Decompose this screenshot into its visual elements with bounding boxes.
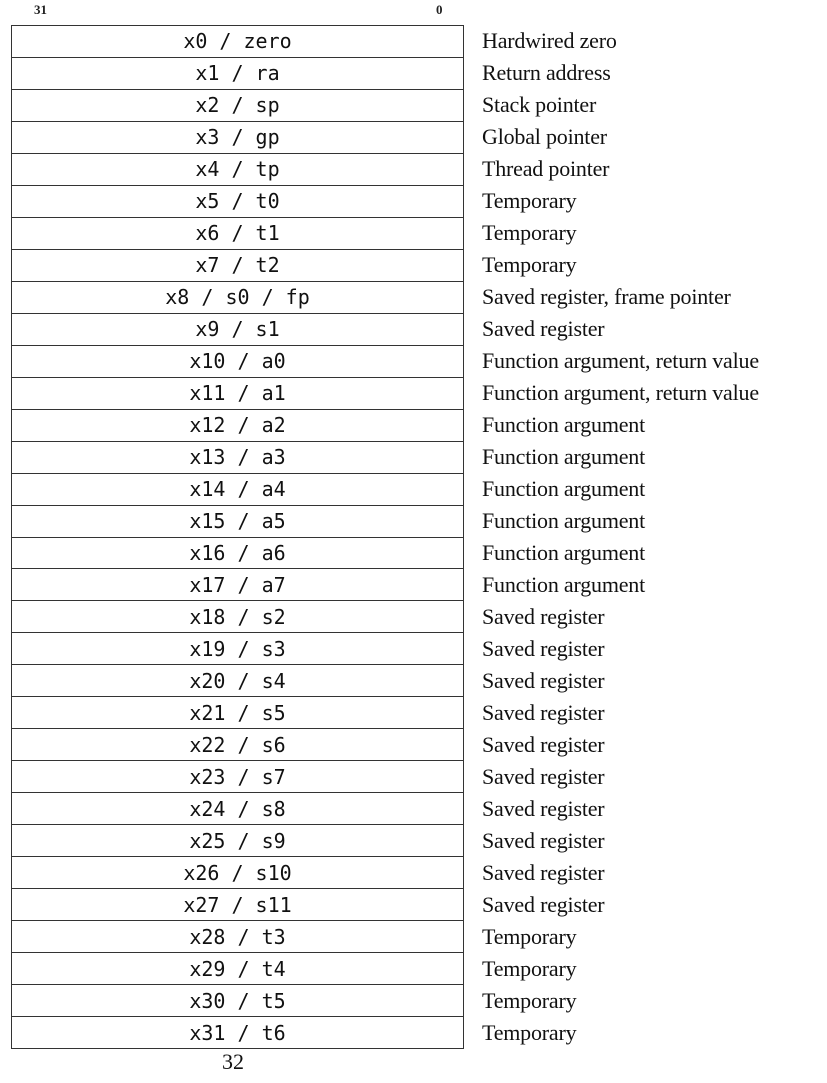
bit-index-high-label: 31 [34, 2, 47, 17]
register-cell: x10 / a0 [12, 345, 463, 377]
register-cell: x2 / sp [12, 89, 463, 121]
register-cell: x6 / t1 [12, 217, 463, 249]
register-cell: x16 / a6 [12, 537, 463, 569]
register-description: Function argument, return value [482, 348, 759, 373]
register-cell: x1 / ra [12, 57, 463, 89]
register-cell: x7 / t2 [12, 249, 463, 281]
register-cell: x30 / t5 [12, 984, 463, 1016]
register-cell: x0 / zero [183, 29, 292, 54]
register-description: Temporary [482, 220, 577, 245]
register-cell: x4 / tp [12, 153, 463, 185]
register-description: Saved register [482, 860, 605, 885]
register-description: Saved register [482, 700, 605, 725]
register-width-label: 32 [222, 1049, 244, 1074]
register-cell: x27 / s11 [12, 888, 463, 920]
register-description: Saved register [482, 764, 605, 789]
register-description: Saved register [482, 636, 605, 661]
register-cell: x8 / s0 / fp [12, 281, 463, 313]
register-description: Global pointer [482, 124, 607, 149]
register-cell: x21 / s5 [12, 696, 463, 728]
register-description: Saved register [482, 796, 605, 821]
register-description: Saved register [482, 732, 605, 757]
register-description: Saved register [482, 604, 605, 629]
register-description: Thread pointer [482, 156, 610, 181]
register-cell: x20 / s4 [12, 664, 463, 696]
register-cell: x28 / t3 [12, 920, 463, 952]
register-cell: x26 / s10 [12, 856, 463, 888]
register-description: Temporary [482, 188, 577, 213]
register-description: Function argument [482, 476, 646, 501]
register-description: Return address [482, 60, 611, 85]
register-description: Temporary [482, 956, 577, 981]
register-cell: x31 / t6 [12, 1016, 463, 1048]
register-cell: x9 / s1 [12, 313, 463, 345]
register-cell: x17 / a7 [12, 568, 463, 600]
register-cell: x25 / s9 [12, 824, 463, 856]
register-description: Function argument, return value [482, 380, 759, 405]
register-description: Temporary [482, 1020, 577, 1045]
register-description: Saved register, frame pointer [482, 284, 731, 309]
register-description: Hardwired zero [482, 28, 617, 53]
register-description: Temporary [482, 988, 577, 1013]
register-cell: x12 / a2 [12, 409, 463, 441]
bit-index-low-label: 0 [436, 2, 443, 17]
register-description: Temporary [482, 252, 577, 277]
register-description: Function argument [482, 412, 646, 437]
register-cell: x13 / a3 [12, 441, 463, 473]
register-description: Saved register [482, 828, 605, 853]
register-cell: x24 / s8 [12, 792, 463, 824]
register-cell: x19 / s3 [12, 632, 463, 664]
register-description: Function argument [482, 508, 646, 533]
register-description-column [482, 25, 827, 1049]
register-description: Function argument [482, 540, 646, 565]
register-cell: x5 / t0 [12, 185, 463, 217]
register-cell: x3 / gp [12, 121, 463, 153]
register-description: Stack pointer [482, 92, 597, 117]
register-cell: x14 / a4 [12, 473, 463, 505]
register-cell: x23 / s7 [12, 760, 463, 792]
register-description: Function argument [482, 444, 646, 469]
register-cell: x11 / a1 [12, 377, 463, 409]
register-cell: x22 / s6 [12, 728, 463, 760]
register-cell: x15 / a5 [12, 505, 463, 537]
register-description: Function argument [482, 572, 646, 597]
register-description: Temporary [482, 924, 577, 949]
register-description: Saved register [482, 668, 605, 693]
register-cell: x18 / s2 [12, 600, 463, 632]
register-table [11, 25, 464, 1049]
register-description: Saved register [482, 892, 605, 917]
register-description: Saved register [482, 316, 605, 341]
register-cell: x29 / t4 [12, 952, 463, 984]
